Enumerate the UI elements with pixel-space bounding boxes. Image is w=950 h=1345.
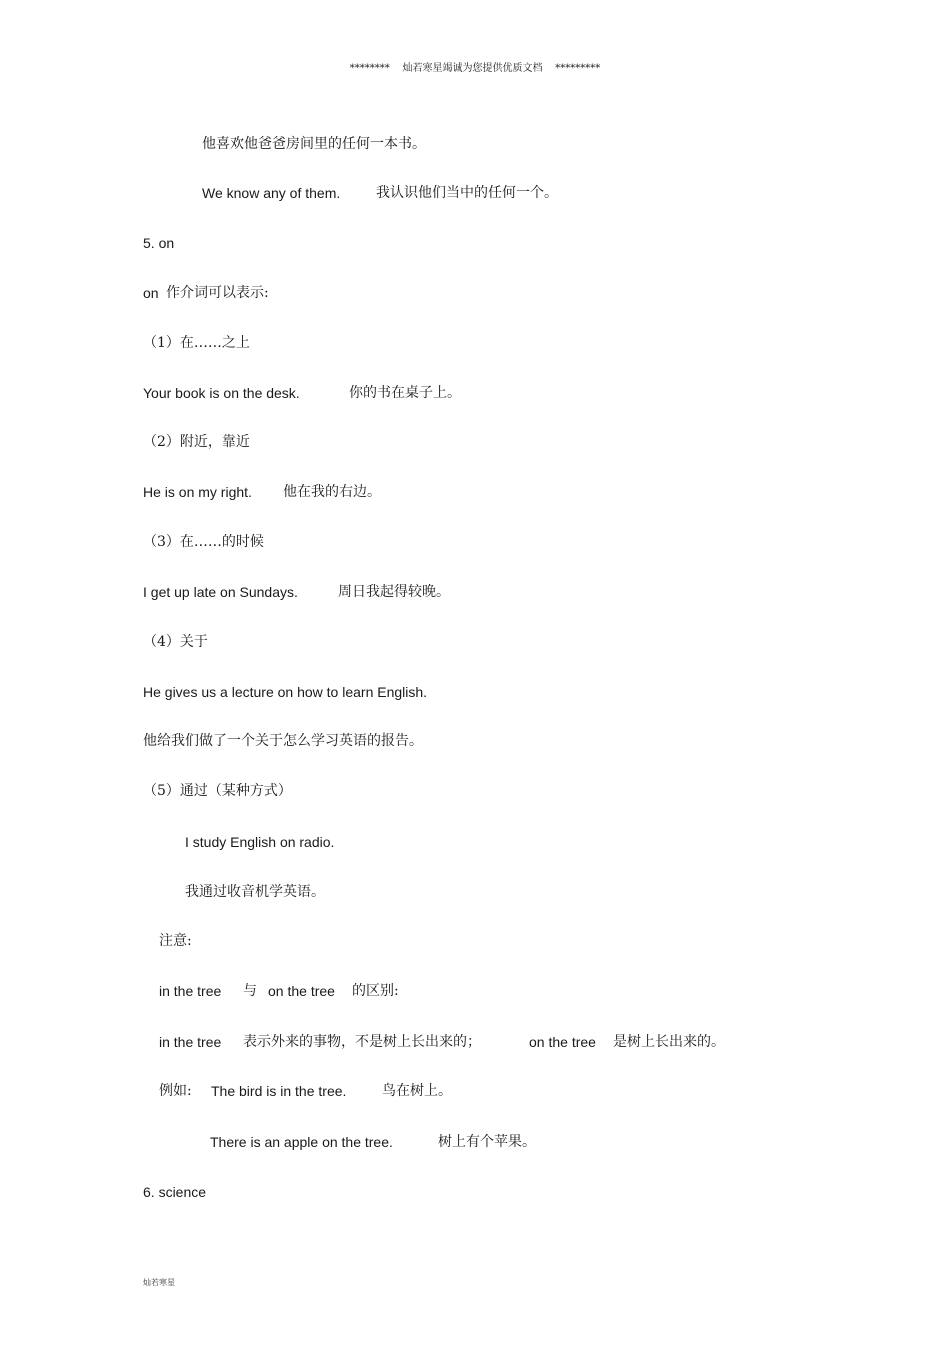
- text-line: He gives us a lecture on how to learn English.: [143, 684, 428, 700]
- text-line: 与: [243, 983, 257, 999]
- text-line: in the tree: [159, 1034, 222, 1050]
- header-title: 灿若寒星竭诚为您提供优质文档: [402, 63, 543, 74]
- text-line: We know any of them.: [202, 185, 341, 201]
- text-line: 他给我们做了一个关于怎么学习英语的报告。: [143, 733, 423, 749]
- section-heading: 6. science: [143, 1184, 207, 1200]
- sub-heading: （3）在……的时候: [143, 534, 264, 550]
- text-line: 作介词可以表示:: [166, 285, 269, 301]
- text-line: 周日我起得较晚。: [338, 584, 450, 600]
- sub-heading: （4）关于: [143, 634, 208, 650]
- text-line: I get up late on Sundays.: [143, 584, 298, 600]
- sub-heading: （1）在……之上: [143, 335, 250, 351]
- text-line: 我认识他们当中的任何一个。: [376, 185, 558, 201]
- text-line: There is an apple on the tree.: [210, 1134, 393, 1150]
- text-line: 表示外来的事物，不是树上长出来的；: [243, 1034, 481, 1050]
- text-line: The bird is in the tree.: [211, 1083, 347, 1099]
- text-line: 他在我的右边。: [283, 484, 381, 500]
- sub-heading: （5）通过（某种方式）: [143, 783, 292, 799]
- text-line: I study English on radio.: [185, 834, 335, 850]
- header-left-stars: ********: [349, 63, 390, 74]
- text-line: 我通过收音机学英语。: [185, 884, 325, 900]
- text-line: 鸟在树上。: [382, 1083, 452, 1099]
- section-heading: 5. on: [143, 235, 175, 251]
- text-line: on: [143, 285, 159, 301]
- text-line: He is on my right.: [143, 484, 252, 500]
- page-header: [0, 59, 950, 74]
- text-line: 你的书在桌子上。: [349, 385, 461, 401]
- note-heading: 注意:: [159, 933, 192, 949]
- text-line: on the tree: [268, 983, 335, 999]
- text-line: in the tree: [159, 983, 222, 999]
- text-line: on the tree: [529, 1034, 596, 1050]
- text-line: 例如:: [159, 1083, 192, 1099]
- page-footer: 灿若寒星: [143, 1278, 175, 1287]
- text-line: 他喜欢他爸爸房间里的任何一本书。: [202, 136, 426, 152]
- header-right-stars: *********: [555, 63, 601, 74]
- text-line: Your book is on the desk.: [143, 385, 300, 401]
- text-line: 的区别:: [352, 983, 399, 999]
- text-line: 树上有个苹果。: [438, 1134, 536, 1150]
- text-line: 是树上长出来的。: [613, 1034, 725, 1050]
- sub-heading: （2）附近，靠近: [143, 434, 250, 450]
